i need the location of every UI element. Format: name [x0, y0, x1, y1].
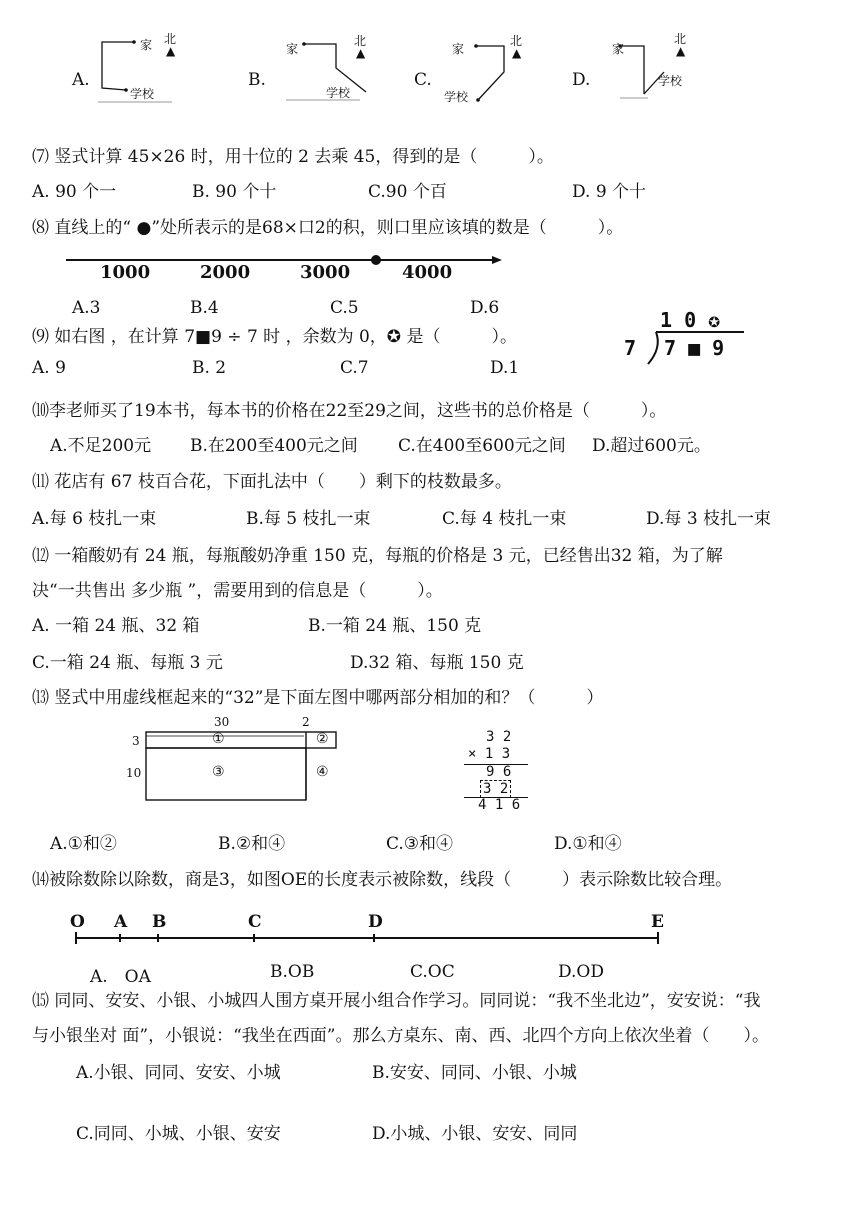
- q14-point-o: O: [70, 912, 85, 932]
- q13-stem: ⒀ 竖式中用虚线框起来的“32”是下面左图中哪两部分相加的和？（ ）: [32, 688, 604, 708]
- q12-stem-line2: 决“一共售出 多少瓶 ”，需要用到的信息是（ ）。: [32, 581, 443, 601]
- q14-option-a: A. OA: [90, 967, 151, 987]
- q14-option-b: B.OB: [270, 962, 315, 982]
- q11-stem: ⑾ 花店有 67 枝百合花，下面扎法中（ ）剩下的枝数最多。: [32, 472, 512, 492]
- q14-point-b: B: [152, 912, 167, 932]
- q14-point-d: D: [368, 912, 383, 932]
- q13-option-d: D.①和④: [554, 834, 622, 854]
- q9-option-b: B. 2: [192, 358, 227, 378]
- q13-part-1: ①: [212, 731, 225, 747]
- q8-option-b: B.4: [190, 298, 219, 318]
- q10-option-c: C.在400至600元之间: [398, 436, 566, 456]
- q7-option-c: C.90 个百: [368, 182, 447, 202]
- q7-option-a: A. 90 个一: [32, 182, 117, 202]
- q13-calc-row3: 9 6: [486, 764, 512, 780]
- map-c-label: C.: [414, 70, 432, 90]
- map-a-north: 北: [164, 32, 177, 46]
- north-arrow-icon: ▲: [676, 44, 686, 58]
- map-c-home: 家: [452, 42, 465, 56]
- q14-stem: ⒁被除数除以除数，商是3，如图OE的长度表示被除数，线段（ ）表示除数比较合理。: [32, 870, 733, 890]
- q14-segment-line: [70, 930, 670, 950]
- q8-tick-1000: 1000: [100, 262, 151, 283]
- q11-option-c: C.每 4 枝扎一束: [442, 509, 567, 529]
- q13-label-30: 30: [214, 715, 230, 729]
- q13-option-c: C.③和④: [386, 834, 454, 854]
- q9-option-a: A. 9: [32, 358, 66, 378]
- q14-point-c: C: [248, 912, 262, 932]
- q12-stem-line1: ⑿ 一箱酸奶有 24 瓶，每瓶酸奶净重 150 克，每瓶的价格是 3 元，已经售出32 箱，为了解: [32, 546, 723, 566]
- q8-dot-marker: [371, 255, 381, 265]
- q10-option-a: A.不足200元: [50, 436, 152, 456]
- q15-option-c: C.同同、小城、小银、安安: [76, 1124, 281, 1144]
- map-a-home: 家: [140, 38, 153, 52]
- q13-option-b: B.②和④: [218, 834, 286, 854]
- q12-option-d: D.32 箱、每瓶 150 克: [350, 653, 524, 673]
- q8-tick-4000: 4000: [402, 262, 453, 283]
- q15-stem-line2: 与小银坐对 面”，小银说：“我坐在西面”。那么方桌东、南、西、北四个方向上依次坐着（ ）。: [32, 1026, 769, 1046]
- q11-option-a: A.每 6 枝扎一束: [32, 509, 157, 529]
- north-arrow-icon: ▲: [166, 44, 176, 58]
- map-d-home: 家: [612, 42, 625, 56]
- map-c-north: 北: [510, 34, 523, 48]
- q10-stem: ⑽李老师买了19本书，每本书的价格在22至29之间，这些书的总价格是（ ）。: [32, 401, 667, 421]
- q9-quotient: 1 0 ✪: [660, 308, 721, 332]
- q13-part-3: ③: [212, 764, 225, 780]
- q13-calc-row4-dashed-box: 3 2: [480, 780, 511, 798]
- q12-option-a: A. 一箱 24 瓶、32 箱: [32, 616, 200, 636]
- q7-stem: ⑺ 竖式计算 45×26 时，用十位的 2 去乘 45，得到的是（ ）。: [32, 147, 554, 167]
- q15-option-a: A.小银、同同、安安、小城: [76, 1063, 281, 1083]
- q9-stem: ⑼ 如右图 ，在计算 7■9 ÷ 7 时 ，余数为 0，✪ 是（ ）。: [32, 327, 517, 347]
- map-b-north: 北: [354, 34, 367, 48]
- q13-option-a: A.①和②: [50, 834, 117, 854]
- map-a-school: 学校: [130, 87, 155, 101]
- q13-calc-row5: 4 1 6: [478, 797, 521, 813]
- map-d-north: 北: [674, 32, 687, 46]
- q14-option-c: C.OC: [410, 962, 455, 982]
- q13-part-2: ②: [316, 731, 329, 747]
- q9-dividend: 7 ■ 9: [664, 336, 725, 360]
- map-a-label: A.: [72, 70, 90, 90]
- q15-option-d: D.小城、小银、安安、同同: [372, 1124, 578, 1144]
- q8-tick-2000: 2000: [200, 262, 251, 283]
- q13-label-10: 10: [126, 766, 142, 780]
- q10-option-b: B.在200至400元之间: [190, 436, 358, 456]
- q13-calc-row1: 3 2: [486, 729, 512, 745]
- q13-label-3: 3: [132, 734, 140, 748]
- q10-option-d: D.超过600元。: [592, 436, 711, 456]
- q8-option-a: A.3: [72, 298, 101, 318]
- q11-option-b: B.每 5 枝扎一束: [246, 509, 371, 529]
- map-d-label: D.: [572, 70, 591, 90]
- q13-calc-row2: × 1 3: [468, 746, 511, 762]
- q14-point-a: A: [114, 912, 128, 932]
- q8-tick-3000: 3000: [300, 262, 351, 283]
- map-d-school: 学校: [658, 74, 683, 88]
- q12-option-c: C.一箱 24 瓶、每瓶 3 元: [32, 653, 223, 673]
- q7-option-b: B. 90 个十: [192, 182, 277, 202]
- q9-option-d: D.1: [490, 358, 520, 378]
- q13-part-4: ④: [316, 764, 329, 780]
- north-arrow-icon: ▲: [512, 46, 522, 60]
- north-arrow-icon: ▲: [356, 46, 366, 60]
- q7-option-d: D. 9 个十: [572, 182, 647, 202]
- map-b-home: 家: [286, 42, 299, 56]
- q8-option-c: C.5: [330, 298, 359, 318]
- q8-stem: ⑻ 直线上的“ ●”处所表示的是68×口2的积，则口里应该填的数是（ ）。: [32, 218, 624, 238]
- q15-stem-line1: ⒂ 同同、安安、小银、小城四人围方桌开展小组合作学习。同同说：“我不坐北边”，安安说：“我: [32, 991, 761, 1011]
- q11-option-d: D.每 3 枝扎一束: [646, 509, 772, 529]
- q15-option-b: B.安安、同同、小银、小城: [372, 1063, 577, 1083]
- q13-label-2: 2: [302, 715, 310, 729]
- map-c-school: 学校: [444, 90, 469, 104]
- q9-divisor: 7: [624, 336, 637, 360]
- map-b-school: 学校: [326, 86, 351, 100]
- q14-point-e: E: [651, 912, 664, 932]
- q13-area-diagram: [124, 714, 344, 810]
- q8-option-d: D.6: [470, 298, 500, 318]
- q12-option-b: B.一箱 24 瓶、150 克: [308, 616, 482, 636]
- map-b-label: B.: [248, 70, 266, 90]
- q14-option-d: D.OD: [558, 962, 604, 982]
- q9-option-c: C.7: [340, 358, 369, 378]
